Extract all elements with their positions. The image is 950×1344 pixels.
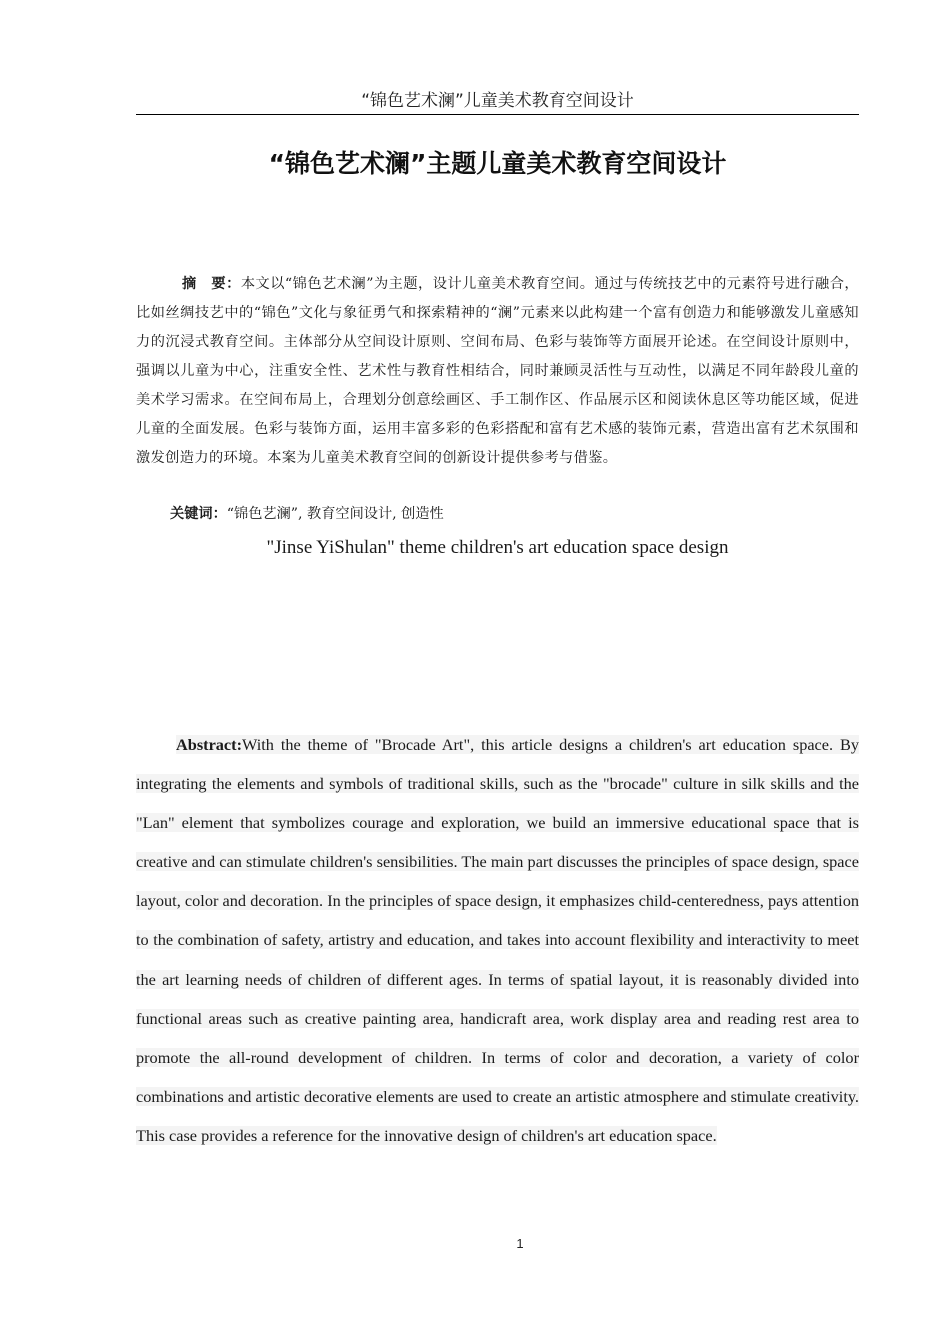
chinese-abstract-text: 本文以“锦色艺术澜”为主题，设计儿童美术教育空间。通过与传统技艺中的元素符号进行融合，比如丝绸技艺中的“锦色”文化与象征勇气和探索精神的“澜”元素来以此构建一个富有创造力和能够激发儿童感知力的沉浸式教育空间。主体部分从空间设计原则、空间布局、色彩与装饰等方面展开论述。在空间设计原则中，强调以儿童为中心，注重安全性、艺术性与教育性相结合，同时兼顾灵活性与互动性，以满足不同年龄段儿童的美术学习需求。在空间布局上，合理划分创意绘画区、手工制作区、作品展示区和阅读休息区等功能区域，促进儿童的全面发展。色彩与装饰方面，运用丰富多彩的色彩搭配和富有艺术感的装饰元素，营造出富有艺术氛围和激发创造力的环境。本案为儿童美术教育空间的创新设计提供参考与借鉴。 bbox=[136, 276, 859, 466]
chinese-keywords-text: “锦色艺澜”, 教育空间设计, 创造性 bbox=[226, 506, 444, 522]
paper-title: “锦色艺术澜”主题儿童美术教育空间设计 bbox=[268, 149, 727, 178]
english-title: "Jinse YiShulan" theme children's art education space design bbox=[266, 537, 729, 558]
running-header: “锦色艺术澜”儿童美术教育空间设计 bbox=[136, 90, 859, 115]
english-abstract-label: Abstract: bbox=[176, 735, 243, 754]
english-abstract bbox=[136, 725, 859, 1155]
chinese-keywords-label: 关键词： bbox=[170, 506, 227, 522]
chinese-abstract bbox=[136, 270, 859, 473]
chinese-keywords bbox=[170, 500, 444, 528]
english-abstract-text: With the theme of "Brocade Art", this article designs a children's art education space. By integrating the elements and symbols of traditional skills, such as the "brocade" culture in silk skills and the "Lan" element that symbolizes courage and exploration, we build an immersive educational space that is creative and can stimulate children's sensibilities. The main part discusses the principles of space design, space layout, color and decoration. In the principles of space design, it emphasizes child-centeredness, pays attention to the combination of safety, artistry and education, and takes into account flexibility and interactivity to meet the art learning needs of children of different ages. In terms of spatial layout, it is reasonably divided into functional areas such as creative painting area, handicraft area, work display area and reading rest area to promote the all-round development of children. In terms of color and decoration, a variety of color combinations and artistic decorative elements are used to create an artistic atmosphere and stimulate creativity. This case provides a reference for the innovative design of children's art education space. bbox=[136, 735, 859, 1145]
page-number: 1 bbox=[516, 1236, 524, 1251]
chinese-abstract-label: 摘 要： bbox=[182, 276, 241, 292]
